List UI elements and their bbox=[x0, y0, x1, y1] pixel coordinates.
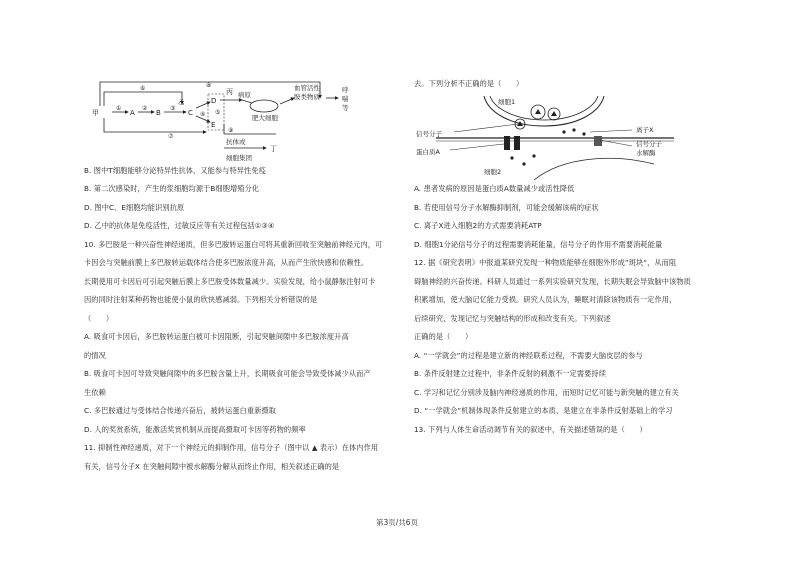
diagram-label-cell-mass: 细胞集团 bbox=[226, 154, 252, 162]
left-line-6: 卡因会与突触前膜上多巴胺转运载体结合使多巴胺浓度升高，从而产生欣快感和依赖性。 bbox=[84, 258, 369, 267]
left-line-10: A. 吸食可卡因后，多巴胺转运蛋白被可卡因阻断，引起突触间隙中多巴胺浓度升高 bbox=[84, 332, 349, 341]
diagram-label-hu: 呼 bbox=[342, 86, 349, 94]
left-line-1: B. 图中T细胞能够分泌特异性抗体，又能参与特异性免疫 bbox=[84, 166, 266, 175]
diagram-label-d: D bbox=[211, 97, 217, 105]
diagram-label-ding: 丁 bbox=[270, 145, 277, 153]
left-line-12: B. 吸食可卡因可导致突触间隙中的多巴胺含量上升，长期吸食可能会导致受体减少从而产 bbox=[84, 369, 371, 378]
diagram-label-6: ⑥ bbox=[140, 85, 146, 92]
right-line-1: 去。下列分析不正确的是（ ） bbox=[414, 79, 524, 88]
diagram-label-b: B bbox=[156, 109, 161, 117]
left-line-7: 长期使用可卡因后可引起突触后膜上多巴胺受体数量减少。实验发现，给小鼠静脉注射可卡 bbox=[84, 277, 376, 286]
left-line-15: D. 人的奖赏系统，能激活奖赏机制从而提高摄取可卡因等药物的频率 bbox=[84, 425, 306, 434]
diagram-label-chuan: 喘 bbox=[342, 95, 349, 103]
right-line-3: B. 若使用信号分子水解酶抑制剂，可能会缓解该病的症状 bbox=[414, 203, 599, 212]
diagram-label-9: ⑨ bbox=[228, 127, 234, 134]
diagram-label-bing: 丙 bbox=[226, 88, 233, 96]
diagram-label-a: A bbox=[130, 109, 135, 117]
diagram-label-8: ⑧ bbox=[206, 82, 212, 89]
synapse-label-hydrolase-2: 水解酶 bbox=[636, 149, 656, 157]
right-line-5: D. 细胞1分泌信号分子的过程需要消耗能量，信号分子的作用不需要消耗能量 bbox=[414, 240, 663, 249]
diagram-label-antibody: 抗体或 bbox=[226, 138, 246, 146]
diagram-label-amines: 胺类物质 bbox=[294, 93, 320, 101]
right-line-9: 后续研究，发现记忆与突触结构的形成和改变有关。下列叙述 bbox=[414, 314, 611, 323]
right-line-13: C. 学习和记忆分别涉及脑内神经递质的作用，而短时记忆可能与新突触的建立有关 bbox=[414, 388, 679, 397]
left-line-4: D. 乙中的抗体是免疫活性，过敏反应等有关过程包括①③④ bbox=[84, 221, 275, 230]
diagram-label-1: ① bbox=[116, 105, 122, 112]
synapse-label-protein-a: 蛋白质A bbox=[416, 148, 440, 156]
diagram-label-5: ⑤ bbox=[215, 109, 221, 116]
left-line-14: C. 多巴胺通过与受体结合传递兴奋后，被转运蛋白重新摄取 bbox=[84, 406, 277, 415]
right-line-6: 12. 据《研究表明》中报道某研究发现一种物质能够在细胞外形成”斑块“，从而阻 bbox=[414, 258, 677, 267]
right-line-2: A. 患者发病的原因是蛋白质A数量减少或活性降低 bbox=[414, 184, 575, 193]
right-line-10: 正确的是（ ） bbox=[414, 332, 473, 341]
synapse-label-ion-x: 离子X bbox=[636, 126, 654, 134]
right-line-15: 13. 下列与人体生命活动调节有关的叙述中，有关描述错误的是（ ） bbox=[414, 425, 647, 434]
synapse-label-cell1: 细胞1 bbox=[498, 98, 516, 106]
diagram-label-deng: 等 bbox=[342, 104, 349, 112]
right-line-12: B. 条件反射建立过程中，非条件反射的刺激不一定需要持续 bbox=[414, 369, 606, 378]
synapse-diagram bbox=[414, 94, 694, 180]
right-line-7: 碍脑神经的兴奋传递。科研人员通过一系列实验研究发现，长期失眠会导致脑中该物质 bbox=[414, 277, 691, 286]
left-line-11: 的情况 bbox=[84, 351, 106, 360]
diagram-label-4: ④ bbox=[200, 111, 206, 118]
diagram-label-pathogen: 病原 bbox=[238, 91, 251, 99]
right-line-8: 积累增加，使大脑记忆能力受损。研究人员认为，睡眠对清除该物质有一定作用， bbox=[414, 295, 677, 304]
synapse-label-cell2: 细胞2 bbox=[484, 168, 502, 176]
diagram-label-vasoactive: 血管活性 bbox=[294, 84, 320, 92]
diagram-label-2: ② bbox=[142, 105, 148, 112]
diagram-label-7: ⑦ bbox=[168, 133, 174, 140]
right-line-11: A. “一学就会”的过程是建立新的神经联系过程，不需要大脑皮层的参与 bbox=[414, 351, 643, 360]
left-line-16: 11. 抑制性神经递质，对下一个神经元的抑制作用，信号分子（图中以 ▲ 表示）在体内作用 bbox=[84, 443, 379, 452]
immune-response-diagram bbox=[90, 76, 360, 172]
page-footer: 第3页/共6页 bbox=[375, 518, 419, 527]
diagram-label-3: ③ bbox=[170, 105, 176, 112]
right-line-14: D. “一学就会”机制体现条件反射建立的本质，是建立在非条件反射基础上的学习 bbox=[414, 406, 673, 415]
diagram-label-e: E bbox=[211, 121, 216, 129]
synapse-label-hydrolase-1: 信号分子 bbox=[636, 140, 662, 148]
right-line-4: C. 离子X进入细胞2的方式需要消耗ATP bbox=[414, 221, 542, 230]
diagram-label-yi: 乙 bbox=[178, 98, 185, 106]
diagram-label-mast-cell: 肥大细胞 bbox=[252, 114, 278, 122]
diagram-label-c: C bbox=[188, 109, 193, 117]
left-line-17: 有关，信号分子X 在突触间隙中被水解酶分解从而终止作用，相关叙述正确的是 bbox=[84, 462, 340, 471]
left-line-9: （ ） bbox=[84, 314, 114, 323]
left-line-5: 10. 多巴胺是一种兴奋性神经递质，但多巴胺转运蛋白可将其重新回收至突触前神经元内，可 bbox=[84, 240, 383, 249]
left-line-13: 生依赖 bbox=[84, 388, 106, 397]
left-line-8: 因的同时注射某种药物也能使小鼠的欣快感减弱。下列相关分析错误的是 bbox=[84, 295, 318, 304]
left-line-3: D. 图中C、E细胞均能识别抗原 bbox=[84, 203, 185, 212]
left-line-2: B. 第二次感染时，产生的浆细胞均源于B细胞增殖分化 bbox=[84, 184, 260, 193]
diagram-label-jia: 甲 bbox=[92, 109, 99, 117]
synapse-label-signal: 信号分子 bbox=[416, 130, 442, 138]
